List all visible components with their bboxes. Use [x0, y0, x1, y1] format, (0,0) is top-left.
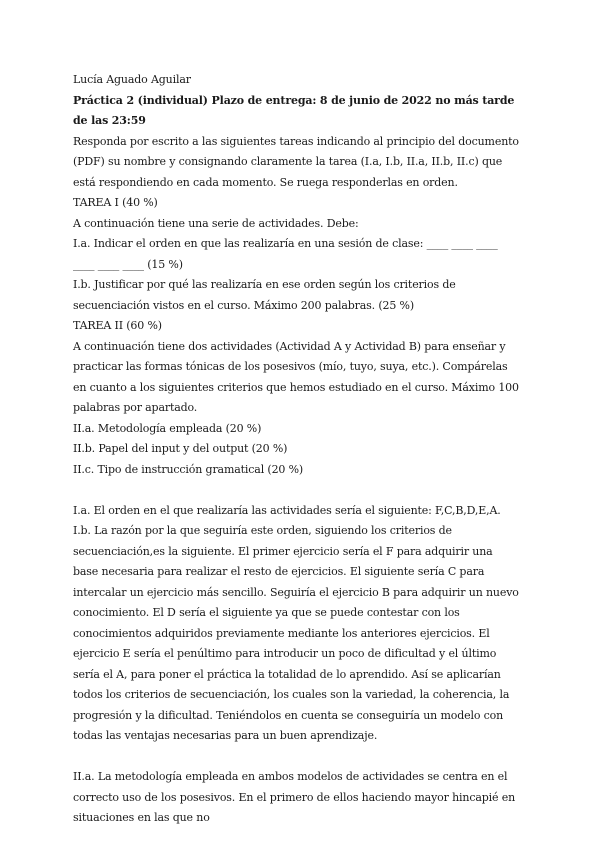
task2-item-c: II.c. Tipo de instrucción gramatical (20 %): [73, 462, 304, 476]
task2-intro: A continuación tiene dos actividades (Actividad A y Actividad B) para enseñar y practicar las formas tónicas de los posesivos (mío, tuyo, suya, etc.). Compárelas en cuanto a los siguientes criterios que hemos estudiado en el curso. Máximo 100 palabras por apartado.: [73, 339, 519, 414]
assignment-title: Práctica 2 (individual) Plazo de entrega: 8 de junio de 2022 no más tarde de las 23:59: [73, 93, 515, 127]
task2-item-b: II.b. Papel del input y del output (20 %): [73, 442, 288, 455]
task2-heading: TAREA II (60 %): [73, 319, 162, 332]
task1-item-a: I.a. Indicar el orden en que las realizaría en una sesión de clase: ____ ____ ____ ____ ____ ____ (15 %): [73, 237, 498, 271]
task1-intro: A continuación tiene una serie de actividades. Debe:: [73, 216, 359, 230]
task1-item-b: I.b. Justificar por qué las realizaría en ese orden según los criterios de secuenciación vistos en el curso. Máximo 200 palabras. (25 %): [73, 278, 456, 312]
paragraph-spacer: [73, 747, 519, 768]
answer-iia: II.a. La metodología empleada en ambos modelos de actividades se centra en el correcto uso de los posesivos. En el primero de ellos haciendo mayor hincapié en situaciones en las que no: [73, 770, 515, 824]
answer-ia: I.a. El orden en el que realizaría las actividades sería el siguiente: F,C,B,D,E,A.: [73, 503, 501, 517]
instructions-paragraph: Responda por escrito a las siguientes tareas indicando al principio del documento (PDF) su nombre y consignando claramente la tarea (I.a, I.b, II.a, II.b, II.c) que está respondiendo en cada momento. Se ruega responderlas en orden.: [73, 134, 519, 189]
document-body: [73, 70, 519, 829]
task2-item-a: II.a. Metodología empleada (20 %): [73, 421, 262, 435]
task1-heading: TAREA I (40 %): [73, 196, 158, 209]
paragraph-spacer: [73, 480, 519, 501]
author-name: Lucía Aguado Aguilar: [73, 73, 191, 86]
answer-ib: I.b. La razón por la que seguiría este orden, siguiendo los criterios de secuenciación,es la siguiente. El primer ejercicio sería el F para adquirir una base necesaria para realizar el resto de ejercicios. El siguiente sería C para intercalar un ejercicio más sencillo. Seguiría el ejercicio B para adquirir un nuevo conocimiento. El D sería el siguiente ya que se puede contestar con los conocimientos adquiridos previamente mediante los anteriores ejercicios. El ejercicio E sería el penúltimo para introducir un poco de dificultad y el último sería el A, para poner el práctica la totalidad de lo aprendido. Así se aplicarían todos los criterios de secuenciación, los cuales son la variedad, la coherencia, la progresión y la dificultad. Teniéndolos en cuenta se conseguiría un modelo con todas las ventajas necesarias para un buen aprendizaje.: [73, 524, 519, 742]
